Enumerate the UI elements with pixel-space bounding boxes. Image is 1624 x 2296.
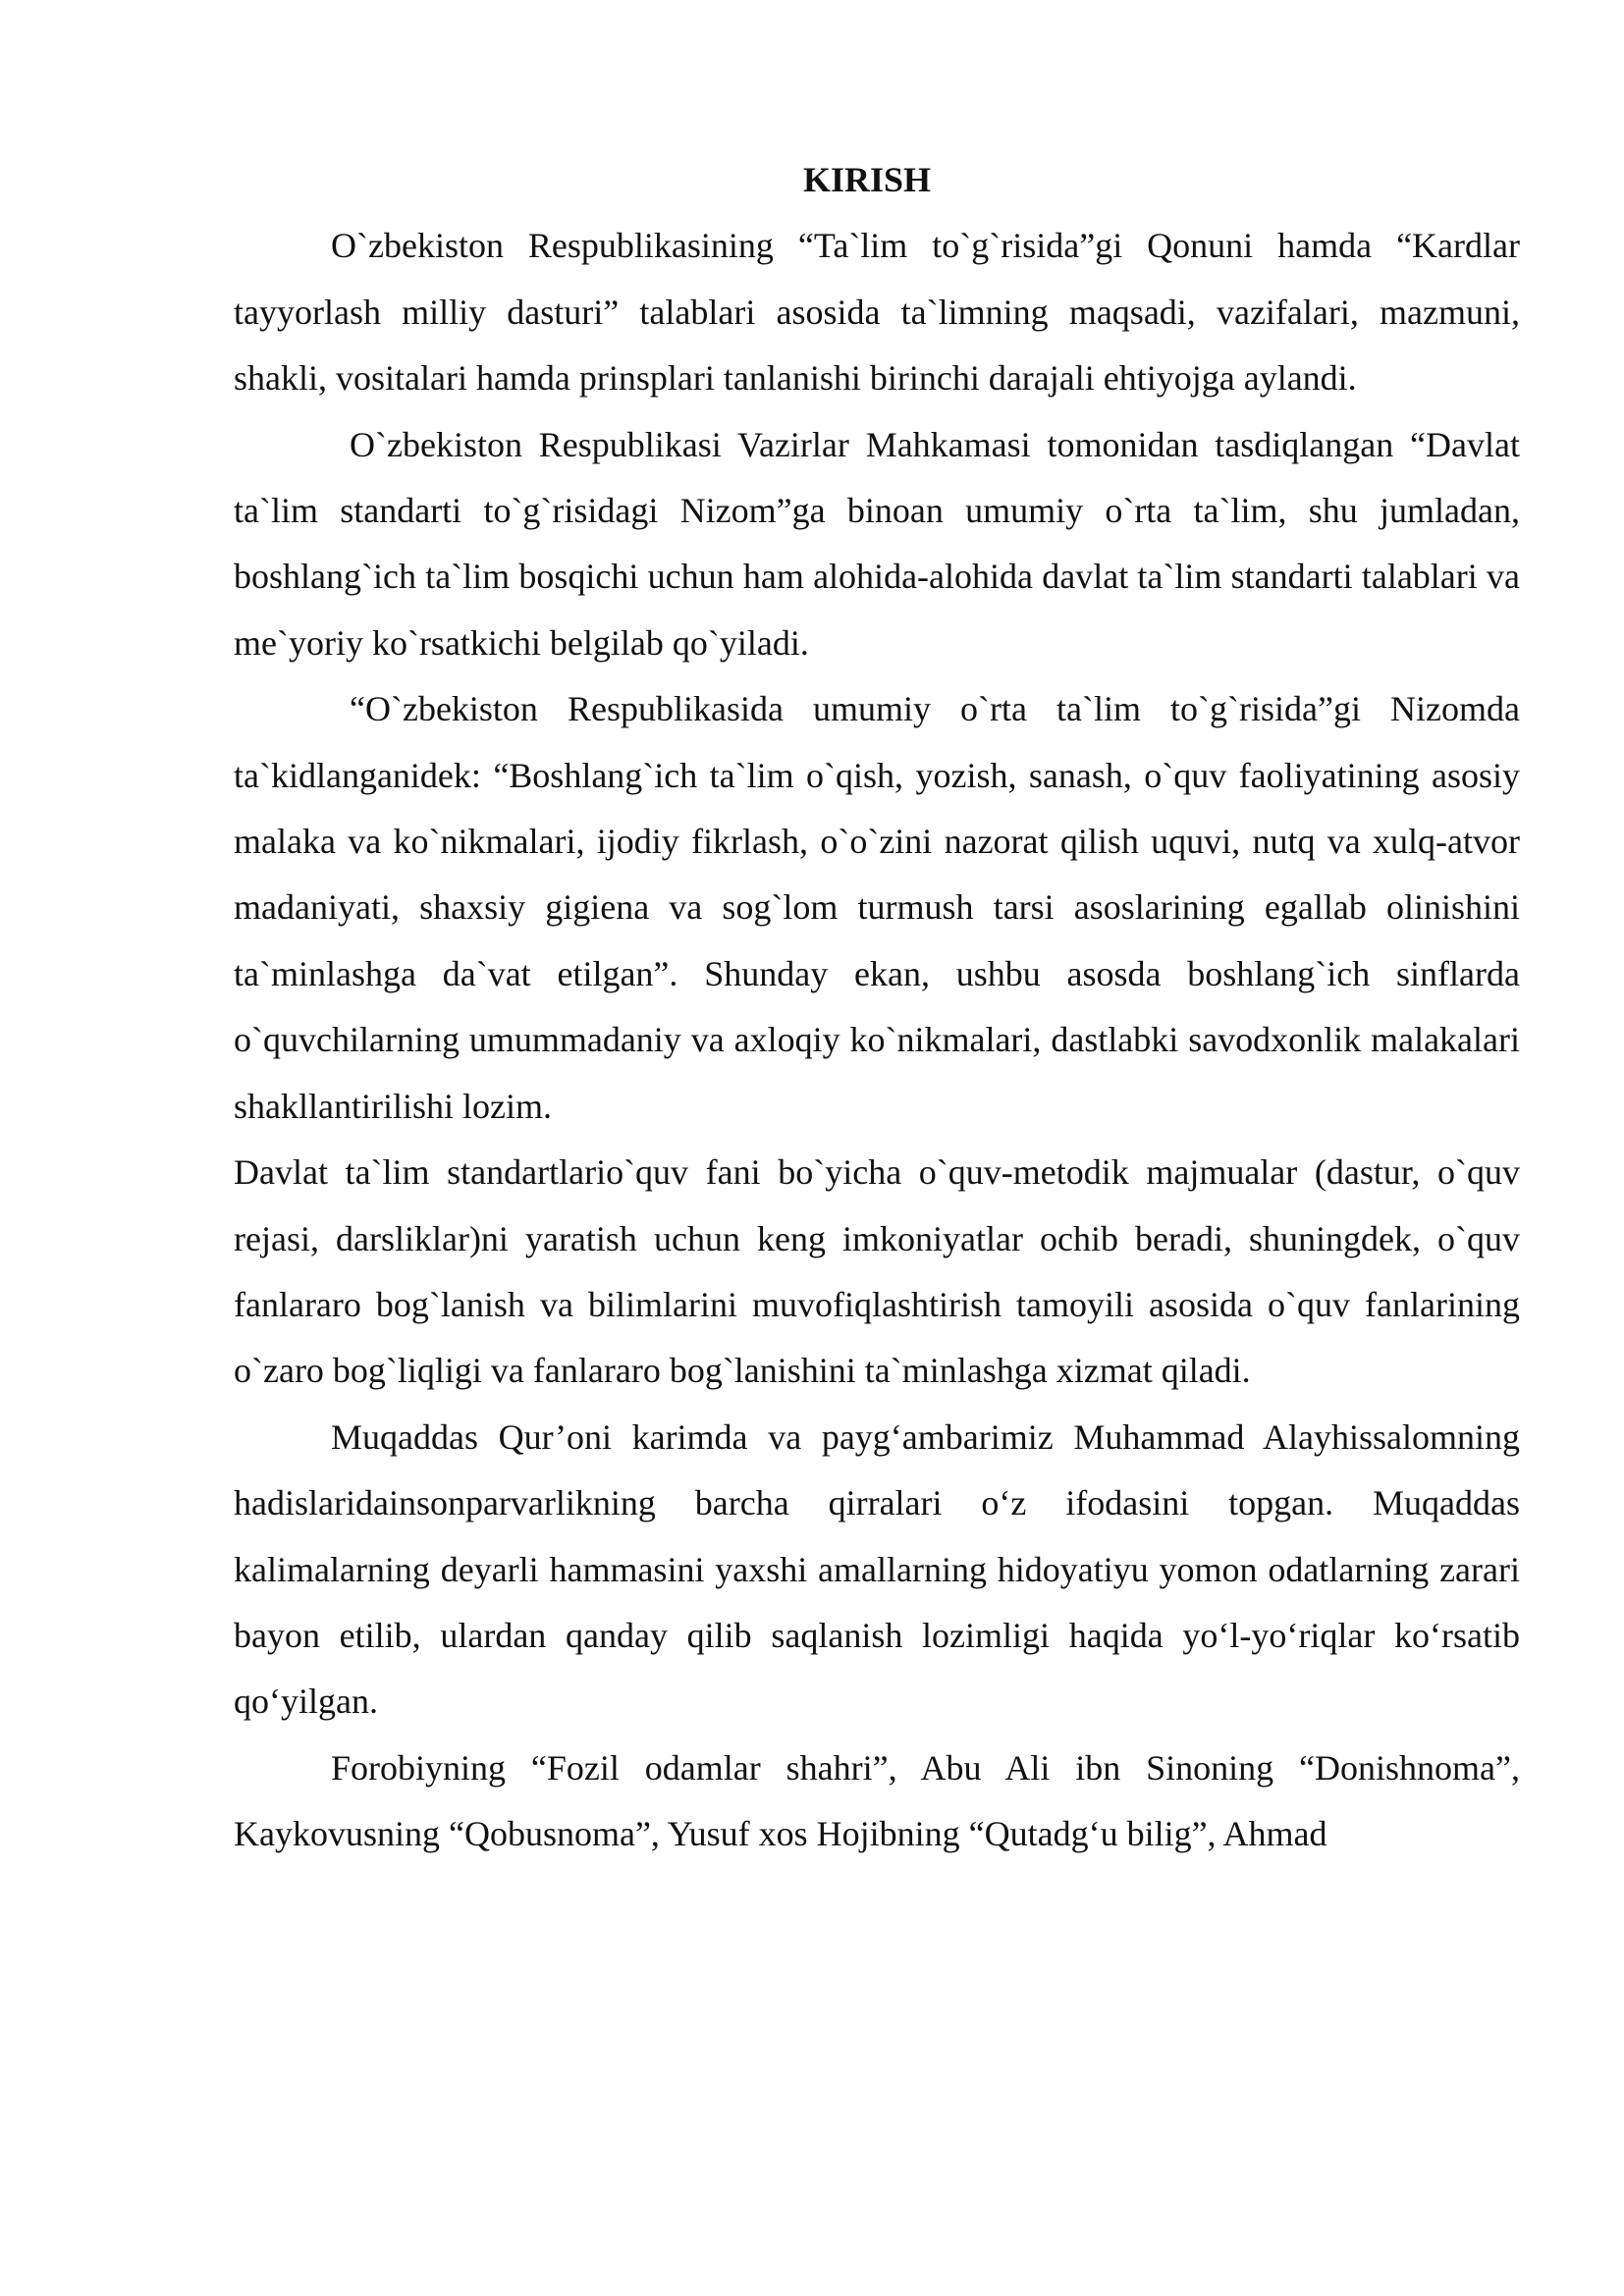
page-title: KIRISH: [802, 160, 932, 199]
paragraph: Muqaddas Qur’oni karimda va payg‘ambarimiz Muhammad Alayhissalomning hadislaridainsonparvarlikning barcha qirralari o‘z ifodasini topgan. Muqaddas kalimalarning deyarli hammasini yaxshi amallarning hidoyatiyu yomon odatlarning zarari bayon etilib, ulardan qanday qilib saqlanish lozimligi haqida yo‘l-yo‘riqlar ko‘rsatib qo‘yilgan.: [234, 1416, 1520, 1722]
paragraph: O`zbekiston Respublikasining “Ta`lim to`g`risida”gi Qonuni hamda “Kardlar tayyorlash milliy dasturi” talablari asosida ta`limning maqsadi, vazifalari, mazmuni, shakli, vositalari hamda prinsplari tanlanishi birinchi darajali ehtiyojga aylandi.: [234, 226, 1520, 399]
paragraph: Davlat ta`lim standartlario`quv fani bo`yicha o`quv-metodik majmualar (dastur, o`quv rejasi, darsliklar)ni yaratish uchun keng imkoniyatlar ochib beradi, shuningdek, o`quv fanlararo bog`lanish va bilimlarini muvofiqlashtirish tamoyili asosida o`quv fanlarining o`zaro bog`liqligi va fanlararo bog`lanishini ta`minlashga xizmat qiladi.: [234, 1152, 1520, 1391]
document-body: [234, 147, 1520, 1868]
paragraph: “O`zbekiston Respublikasida umumiy o`rta ta`lim to`g`risida”gi Nizomda ta`kidlanganidek: “Boshlang`ich ta`lim o`qish, yozish, sanash, o`quv faoliyatining asosiy malaka va ko`nikmalari, ijodiy fikrlash, o`o`zini nazorat qilish uquvi, nutq va xulq-atvor madaniyati, shaxsiy gigiena va sog`lom turmush tarsi asoslarining egallab olinishini ta`minlashga da`vat etilgan”. Shunday ekan, ushbu asosda boshlang`ich sinflarda o`quvchilarning umummadaniy va axloqiy ko`nikmalari, dastlabki savodxonlik malakalari shakllantirilishi lozim.: [234, 689, 1520, 1126]
paragraph: O`zbekiston Respublikasi Vazirlar Mahkamasi tomonidan tasdiqlangan “Davlat ta`lim standarti to`g`risidagi Nizom”ga binoan umumiy o`rta ta`lim, shu jumladan, boshlang`ich ta`lim bosqichi uchun ham alohida-alohida davlat ta`lim standarti talablari va me`yoriy ko`rsatkichi belgilab qo`yiladi.: [234, 424, 1520, 663]
paragraph: Forobiyning “Fozil odamlar shahri”, Abu Ali ibn Sinoning “Donishnoma”, Kaykovusning “Qobusnoma”, Yusuf xos Hojibning “Qutadg‘u bilig”, Ahmad: [234, 1747, 1520, 1854]
